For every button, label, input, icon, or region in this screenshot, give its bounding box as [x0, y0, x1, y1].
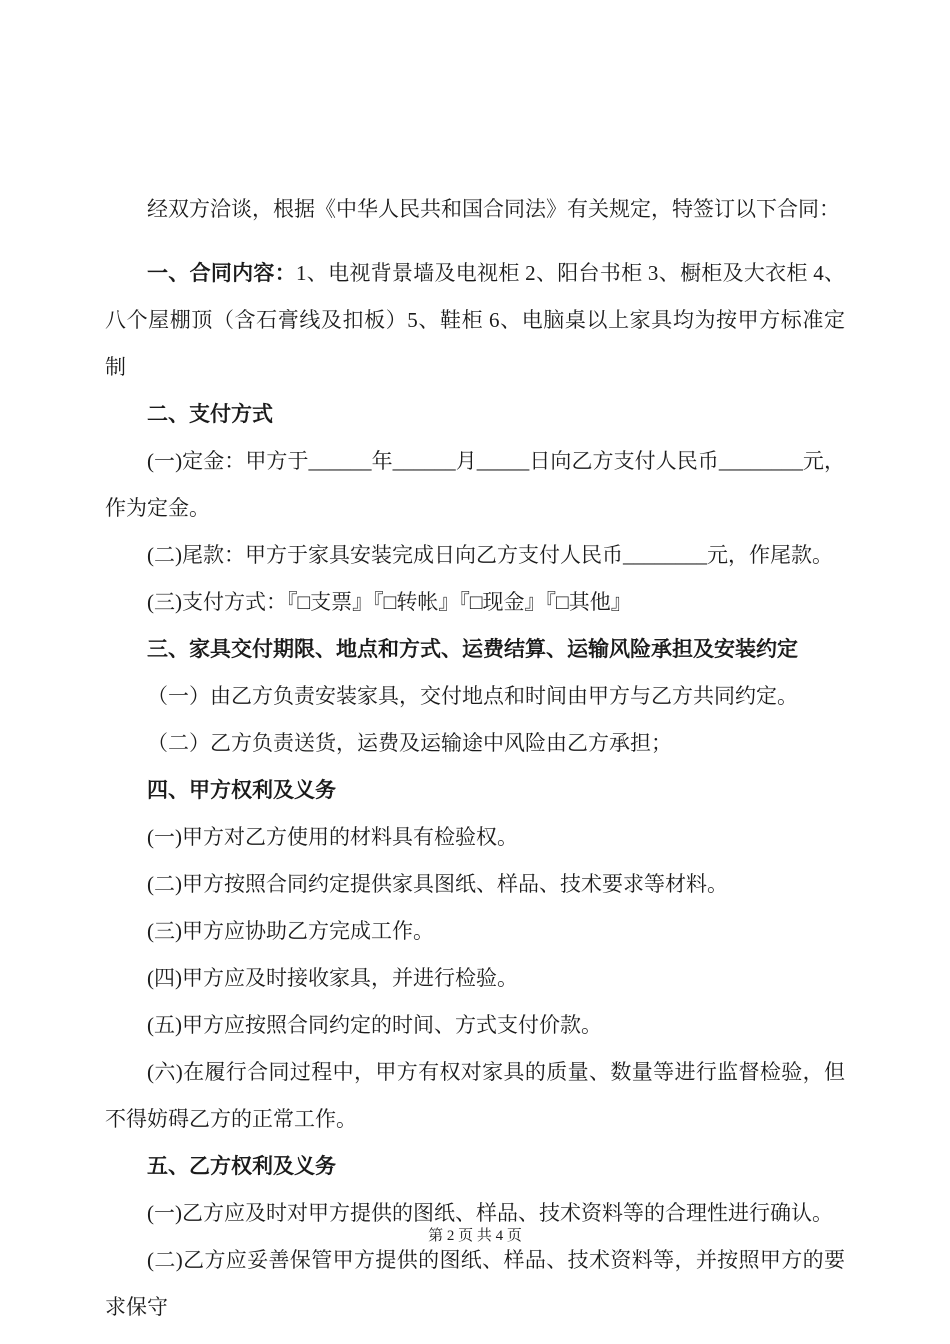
document-body [105, 186, 845, 1331]
paragraph-party-a-item-1: (一)甲方对乙方使用的材料具有检验权。 [147, 825, 518, 849]
paragraph-party-a-item-4: (四)甲方应及时接收家具，并进行检验。 [147, 966, 518, 990]
heading-section-3-delivery-terms: 三、家具交付期限、地点和方式、运费结算、运输风险承担及安装约定 [147, 637, 798, 661]
paragraph-final-payment-blank-line: (二)尾款：甲方于家具安装完成日向乙方支付人民币________元，作尾款。 [147, 543, 833, 567]
heading-section-2-payment-method: 二、支付方式 [147, 402, 273, 426]
paragraph-party-a-item-2: (二)甲方按照合同约定提供家具图纸、样品、技术要求等材料。 [147, 872, 728, 896]
paragraph-deposit-blank-line: (一)定金：甲方于______年______月_____日向乙方支付人民币________元，作为定金。 [105, 449, 845, 520]
paragraph-preamble: 经双方洽谈，根据《中华人民共和国合同法》有关规定，特签订以下合同： [147, 197, 840, 221]
paragraph-party-b-item-1: (一)乙方应及时对甲方提供的图纸、样品、技术资料等的合理性进行确认。 [147, 1201, 833, 1225]
heading-section-1-contract-content: 一、合同内容： [147, 261, 296, 285]
contract-content-items: 1、电视背景墙及电视柜 2、阳台书柜 3、橱柜及大衣柜 4、八个屋棚顶（含石膏线及扣板）5、鞋柜 6、电脑桌以上家具均为按甲方标准定制 [105, 261, 846, 379]
paragraph-party-a-item-5: (五)甲方应按照合同约定的时间、方式支付价款。 [147, 1013, 602, 1037]
page-number-footer: 第 2 页 共 4 页 [428, 1228, 522, 1244]
paragraph-payment-checkbox-options: (三)支付方式：『□支票』『□转帐』『□现金』『□其他』 [147, 590, 632, 614]
paragraph-installation-agreement: （一）由乙方负责安装家具，交付地点和时间由甲方与乙方共同约定。 [147, 684, 798, 708]
heading-section-5-party-b-rights: 五、乙方权利及义务 [147, 1154, 336, 1178]
paragraph-party-a-item-3: (三)甲方应协助乙方完成工作。 [147, 919, 434, 943]
paragraph-party-a-item-6: (六)在履行合同过程中，甲方有权对家具的质量、数量等进行监督检验，但不得妨碍乙方的正常工作。 [105, 1060, 845, 1131]
heading-section-4-party-a-rights: 四、甲方权利及义务 [147, 778, 336, 802]
paragraph-shipping-risk: （二）乙方负责送货，运费及运输途中风险由乙方承担； [147, 731, 672, 755]
paragraph-contract-content [105, 250, 845, 391]
paragraph-party-b-item-2: (二)乙方应妥善保管甲方提供的图纸、样品、技术资料等，并按照甲方的要求保守 [105, 1248, 845, 1319]
